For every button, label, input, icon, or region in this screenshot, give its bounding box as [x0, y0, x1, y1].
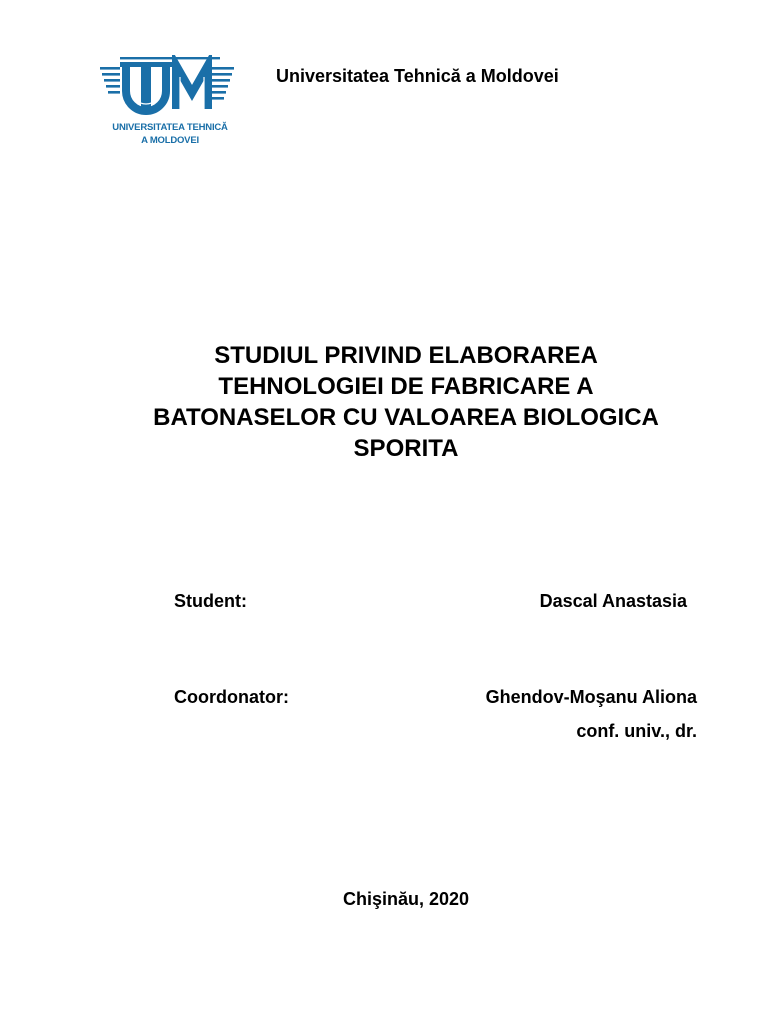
- student-name: Dascal Anastasia: [539, 591, 687, 611]
- logo-caption-line1: UNIVERSITATEA TEHNICĂ: [112, 122, 228, 133]
- university-logo: [100, 55, 234, 147]
- title-line: STUDIUL PRIVIND ELABORAREA: [214, 342, 598, 369]
- thesis-title: [96, 340, 716, 464]
- title-line: BATONASELOR CU VALOAREA BIOLOGICA: [153, 404, 659, 431]
- university-name: Universitatea Tehnică a Moldovei: [276, 66, 559, 86]
- student-label: Student:: [174, 591, 247, 611]
- title-line: TEHNOLOGIEI DE FABRICARE A: [218, 373, 594, 400]
- title-line: SPORITA: [353, 435, 459, 462]
- logo-caption-line2: A MOLDOVEI: [141, 135, 199, 146]
- coordinator-label: Coordonator:: [174, 687, 289, 707]
- coordinator-name: Ghendov-Moşanu Aliona: [485, 687, 697, 707]
- coordinator-academic-title: conf. univ., dr.: [576, 721, 697, 741]
- utm-logo-icon: [100, 55, 234, 121]
- place-and-year: Chişinău, 2020: [342, 889, 470, 909]
